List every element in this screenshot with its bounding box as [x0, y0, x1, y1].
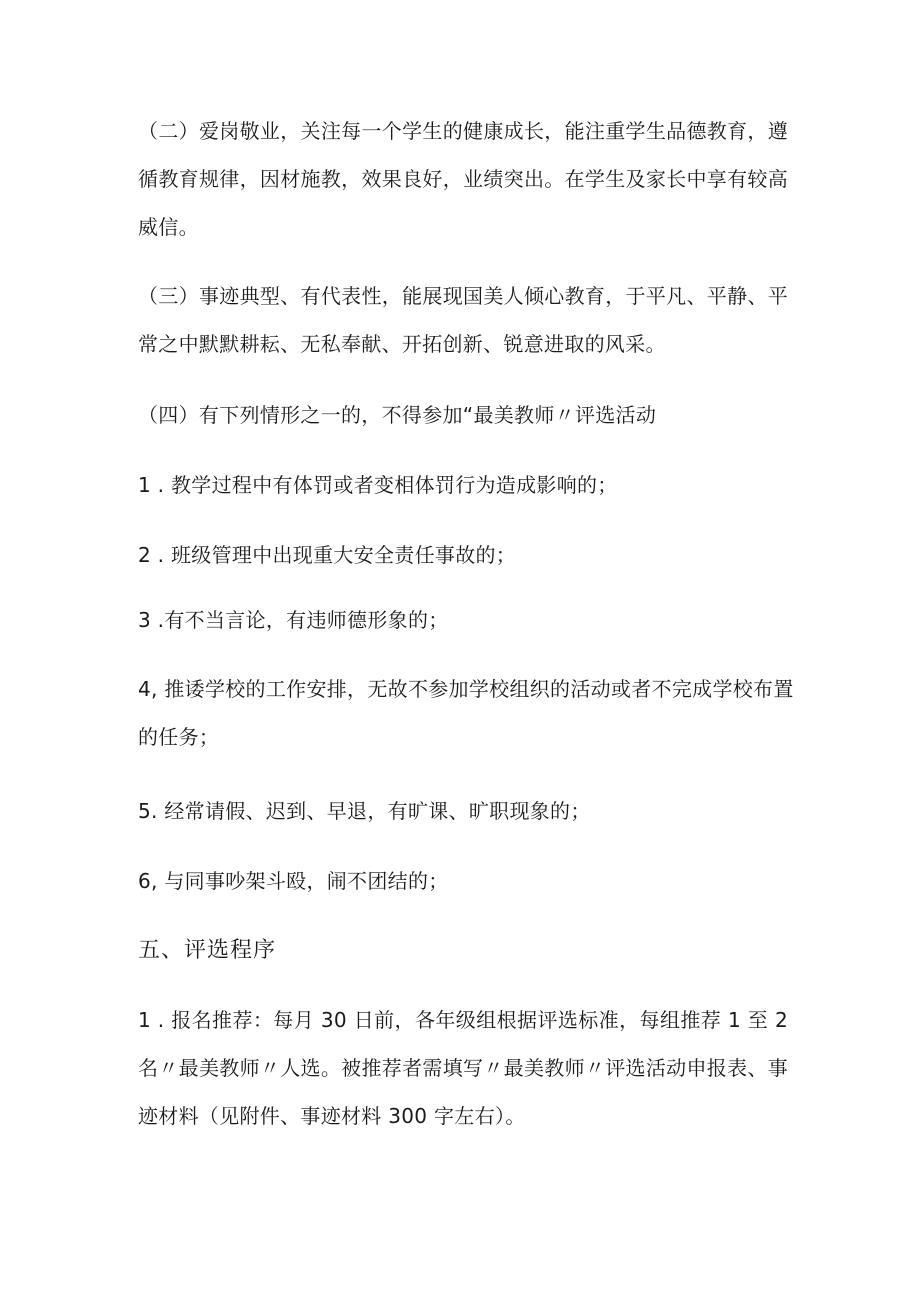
list-item-4-line-2: 的任务； [138, 725, 220, 749]
paragraph-4-line-1: （四）有下列情形之一的，不得参加“最美教师〃评选活动 [138, 403, 657, 427]
list-item-3: 3 .有不当言论，有违师德形象的； [138, 608, 449, 632]
list-item-2: 2 . 班级管理中出现重大安全责任事故的； [138, 543, 517, 567]
paragraph-2-line-1: （二）爱岗敬业，关注每一个学生的健康成长，能注重学生品德教育，遵 [138, 119, 788, 143]
step-1-line-3: 迹材料（见附件、事迹材料 300 字左右）。 [138, 1104, 526, 1128]
paragraph-2-line-3: 威信。 [138, 215, 199, 239]
paragraph-2-line-2: 循教育规律，因材施教，效果良好，业绩突出。在学生及家长中享有较高 [138, 167, 788, 191]
paragraph-3-line-1: （三）事迹典型、有代表性，能展现国美人倾心教育，于平凡、平静、平 [138, 284, 788, 308]
section-heading: 五、评选程序 [138, 938, 277, 963]
step-1-line-2: 名〃最美教师〃人选。被推荐者需填写〃最美教师〃评选活动申报表、事 [138, 1056, 788, 1080]
list-item-4-line-1: 4, 推诿学校的工作安排，无故不参加学校组织的活动或者不完成学校布置 [138, 677, 794, 701]
list-item-1: 1 . 教学过程中有体罚或者变相体罚行为造成影响的； [138, 473, 618, 497]
list-item-5: 5. 经常请假、迟到、早退，有旷课、旷职现象的； [138, 799, 591, 823]
list-item-6: 6, 与同事吵架斗殴，闹不团结的； [138, 869, 449, 893]
paragraph-3-line-2: 常之中默默耕耘、无私奉献、开拓创新、锐意进取的风采。 [138, 332, 666, 356]
step-1-line-1: 1 . 报名推荐：每月 30 日前，各年级组根据评选标准，每组推荐 1 至 2 [138, 1008, 788, 1032]
